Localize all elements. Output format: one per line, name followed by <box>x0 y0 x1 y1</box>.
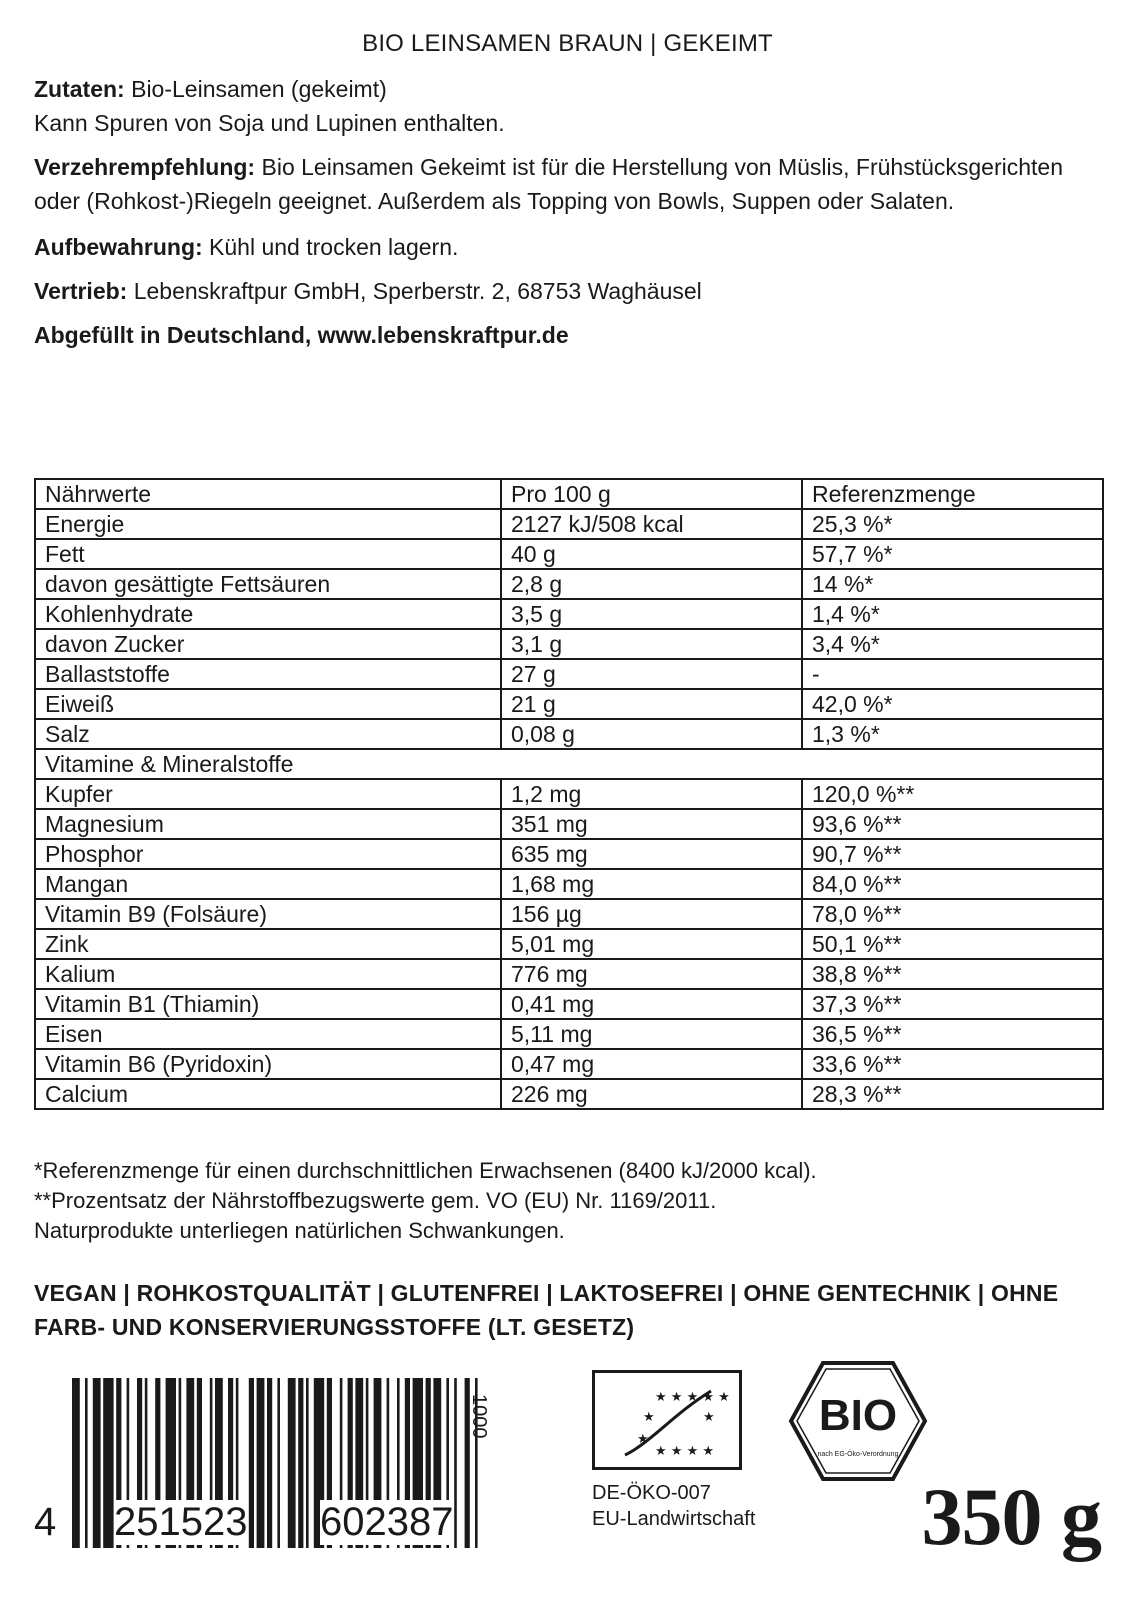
reference-value: 84,0 %** <box>802 869 1103 899</box>
eu-organic-logo <box>592 1370 742 1470</box>
eu-control-code <box>592 1480 755 1532</box>
footnotes <box>34 1156 817 1246</box>
eu-control-number: DE-ÖKO-007 <box>592 1482 711 1504</box>
distributor-label: Vertrieb: <box>34 278 128 304</box>
section-label: Vitamine & Mineralstoffe <box>35 749 1103 779</box>
table-row <box>35 1049 1103 1079</box>
table-row <box>35 659 1103 689</box>
reference-value: 28,3 %** <box>802 1079 1103 1109</box>
product-title: BIO LEINSAMEN BRAUN | GEKEIMT <box>362 30 773 57</box>
reference-value: 25,3 %* <box>802 509 1103 539</box>
per-100g-value: 351 mg <box>501 809 802 839</box>
table-row <box>35 719 1103 749</box>
per-100g-value: 776 mg <box>501 959 802 989</box>
per-100g-value: 5,11 mg <box>501 1019 802 1049</box>
table-section-row <box>35 749 1103 779</box>
per-100g-value: 27 g <box>501 659 802 689</box>
nutrient-name: Fett <box>35 539 501 569</box>
footnote-natural: Naturprodukte unterliegen natürlichen Schwankungen. <box>34 1218 565 1243</box>
nutrient-name: Kalium <box>35 959 501 989</box>
per-100g-value: 635 mg <box>501 839 802 869</box>
reference-value: 78,0 %** <box>802 899 1103 929</box>
per-100g-value: 0,41 mg <box>501 989 802 1019</box>
reference-value: 3,4 %* <box>802 629 1103 659</box>
table-row <box>35 1079 1103 1109</box>
footnote-nrv: **Prozentsatz der Nährstoffbezugswerte gem. VO (EU) Nr. 1169/2011. <box>34 1188 717 1213</box>
product-claims: VEGAN | ROHKOSTQUALITÄT | GLUTENFREI | LAKTOSEFREI | OHNE GENTECHNIK | OHNE FARB- UND KONSERVIERUNGSSTOFFE (LT. GESETZ) <box>34 1280 1059 1340</box>
table-header-row <box>35 479 1103 509</box>
reference-value: 14 %* <box>802 569 1103 599</box>
nutrient-name: Vitamin B6 (Pyridoxin) <box>35 1049 501 1079</box>
nutrient-name: Eisen <box>35 1019 501 1049</box>
svg-text:★: ★ <box>637 1432 649 1447</box>
usage-text: Bio Leinsamen Gekeimt ist für die Herstellung von Müslis, Frühstücksgerichten oder (Rohkost-)Riegeln geeignet. Außerdem als Topping von Bowls, Suppen oder Salaten. <box>34 154 1064 214</box>
ingredients-block <box>34 72 1104 140</box>
table-row <box>35 809 1103 839</box>
usage-label: Verzehrempfehlung: <box>34 154 256 180</box>
nutrient-name: Eiweiß <box>35 689 501 719</box>
reference-value: 57,7 %* <box>802 539 1103 569</box>
svg-text:★ ★ ★ ★ ★: ★ ★ ★ ★ ★ <box>655 1390 730 1405</box>
allergen-note: Kann Spuren von Soja und Lupinen enthalten. <box>34 110 505 136</box>
table-row <box>35 869 1103 899</box>
ingredients-label: Zutaten: <box>34 76 125 102</box>
reference-value: 90,7 %** <box>802 839 1103 869</box>
storage-text: Kühl und trocken lagern. <box>202 234 459 260</box>
per-100g-value: 3,1 g <box>501 629 802 659</box>
nutrient-name: Magnesium <box>35 809 501 839</box>
reference-value: 1,3 %* <box>802 719 1103 749</box>
svg-text:★: ★ <box>643 1410 655 1425</box>
table-row <box>35 599 1103 629</box>
table-row <box>35 929 1103 959</box>
distributor-block <box>34 274 1104 308</box>
net-weight: 350 g <box>921 1471 1101 1562</box>
per-100g-value: 0,47 mg <box>501 1049 802 1079</box>
barcode-addon: 1000 <box>468 1394 490 1439</box>
bio-seal-subtext: nach EG-Öko-Verordnung <box>817 1451 899 1458</box>
per-100g-value: 5,01 mg <box>501 929 802 959</box>
barcode-digits <box>34 1500 494 1550</box>
per-100g-value: 0,08 g <box>501 719 802 749</box>
per-100g-value: 226 mg <box>501 1079 802 1109</box>
table-row <box>35 539 1103 569</box>
header-nutrient: Nährwerte <box>35 479 501 509</box>
nutrient-name: Phosphor <box>35 839 501 869</box>
table-row <box>35 629 1103 659</box>
table-row <box>35 689 1103 719</box>
nutrient-name: Kupfer <box>35 779 501 809</box>
per-100g-value: 156 µg <box>501 899 802 929</box>
usage-recommendation <box>34 150 1104 218</box>
storage-block <box>34 230 1104 264</box>
barcode-digit-first: 4 <box>34 1500 57 1544</box>
nutrient-name: Vitamin B9 (Folsäure) <box>35 899 501 929</box>
per-100g-value: 21 g <box>501 689 802 719</box>
reference-value: 93,6 %** <box>802 809 1103 839</box>
nutrient-name: Salz <box>35 719 501 749</box>
reference-value: 50,1 %** <box>802 929 1103 959</box>
nutrient-name: Vitamin B1 (Thiamin) <box>35 989 501 1019</box>
barcode-group-right: 602387 <box>320 1500 454 1544</box>
table-row <box>35 899 1103 929</box>
table-row <box>35 779 1103 809</box>
reference-value: - <box>802 659 1103 689</box>
eu-agriculture-origin: EU-Landwirtschaft <box>592 1508 756 1530</box>
nutrient-name: davon Zucker <box>35 629 501 659</box>
eu-leaf-stars-icon <box>595 1373 739 1467</box>
footnote-reference: *Referenzmenge für einen durchschnittlichen Erwachsenen (8400 kJ/2000 kcal). <box>34 1158 817 1183</box>
nutrient-name: Calcium <box>35 1079 501 1109</box>
barcode-group-left: 251523 <box>114 1500 248 1544</box>
reference-value: 36,5 %** <box>802 1019 1103 1049</box>
reference-value: 42,0 %* <box>802 689 1103 719</box>
nutrient-name: Mangan <box>35 869 501 899</box>
header-per-100g: Pro 100 g <box>501 479 802 509</box>
nutrient-name: Ballaststoffe <box>35 659 501 689</box>
reference-value: 37,3 %** <box>802 989 1103 1019</box>
reference-value: 120,0 %** <box>802 779 1103 809</box>
reference-value: 1,4 %* <box>802 599 1103 629</box>
svg-text:★ ★ ★ ★: ★ ★ ★ ★ <box>655 1444 715 1459</box>
header-reference: Referenzmenge <box>802 479 1103 509</box>
origin-and-website: Abgefüllt in Deutschland, www.lebenskraftpur.de <box>34 322 569 348</box>
svg-text:★: ★ <box>703 1410 715 1425</box>
nutrient-name: Energie <box>35 509 501 539</box>
table-row <box>35 509 1103 539</box>
per-100g-value: 2,8 g <box>501 569 802 599</box>
per-100g-value: 1,68 mg <box>501 869 802 899</box>
nutrient-name: davon gesättigte Fettsäuren <box>35 569 501 599</box>
table-row <box>35 569 1103 599</box>
table-row <box>35 989 1103 1019</box>
per-100g-value: 3,5 g <box>501 599 802 629</box>
nutrient-name: Kohlenhydrate <box>35 599 501 629</box>
nutrient-name: Zink <box>35 929 501 959</box>
distributor-text: Lebenskraftpur GmbH, Sperberstr. 2, 68753 Waghäusel <box>127 278 702 304</box>
table-row <box>35 839 1103 869</box>
table-row <box>35 1019 1103 1049</box>
per-100g-value: 1,2 mg <box>501 779 802 809</box>
nutrition-table <box>34 478 1104 1110</box>
reference-value: 33,6 %** <box>802 1049 1103 1079</box>
reference-value: 38,8 %** <box>802 959 1103 989</box>
per-100g-value: 2127 kJ/508 kcal <box>501 509 802 539</box>
bio-seal-icon <box>788 1360 928 1482</box>
storage-label: Aufbewahrung: <box>34 234 203 260</box>
bio-seal-text: BIO <box>818 1391 898 1440</box>
ingredients-text: Bio-Leinsamen (gekeimt) <box>124 76 387 102</box>
table-row <box>35 959 1103 989</box>
per-100g-value: 40 g <box>501 539 802 569</box>
